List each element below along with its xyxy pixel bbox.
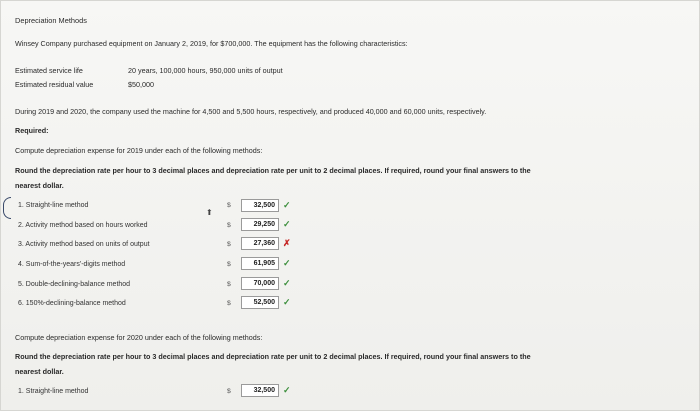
part1-row-label: 5. Double-declining-balance method bbox=[18, 281, 131, 288]
answer-input-2019-hours[interactable]: 29,250 bbox=[241, 218, 279, 231]
answer-input-2019-ddb[interactable]: 70,000 bbox=[241, 277, 279, 290]
answer-input-2020-straight-line[interactable]: 32,500 bbox=[241, 384, 279, 397]
part1-row-label: 3. Activity method based on units of output bbox=[18, 241, 150, 248]
part1-row-label: 2. Activity method based on hours worked bbox=[18, 222, 148, 229]
part1-row-label: 1. Straight-line method bbox=[18, 202, 89, 209]
answer-input-2019-straight-line[interactable]: 32,500 bbox=[241, 199, 279, 212]
check-icon: ✓ bbox=[283, 200, 291, 210]
check-icon: ✓ bbox=[283, 278, 291, 288]
currency-symbol: $ bbox=[227, 261, 231, 268]
answer-input-2019-units[interactable]: 27,360 bbox=[241, 237, 279, 250]
check-icon: ✓ bbox=[283, 385, 291, 395]
currency-symbol: $ bbox=[227, 202, 231, 209]
usage-text: During 2019 and 2020, the company used the machine for 4,500 and 5,500 hours, respectively, and produced 40,000 and 60,000 units, respectively. bbox=[15, 107, 487, 116]
currency-symbol: $ bbox=[227, 241, 231, 248]
check-icon: ✓ bbox=[283, 297, 291, 307]
char-label-residual: Estimated residual value bbox=[15, 80, 94, 89]
page-title: Depreciation Methods bbox=[15, 16, 87, 25]
cross-icon: ✗ bbox=[283, 238, 291, 248]
part2-instruction: Compute depreciation expense for 2020 under each of the following methods: bbox=[15, 333, 263, 342]
required-label: Required: bbox=[15, 126, 49, 135]
check-icon: ✓ bbox=[283, 219, 291, 229]
part1-instruction: Compute depreciation expense for 2019 under each of the following methods: bbox=[15, 146, 263, 155]
char-value-residual: $50,000 bbox=[128, 80, 154, 89]
answer-input-2019-syd[interactable]: 61,905 bbox=[241, 257, 279, 270]
currency-symbol: $ bbox=[227, 388, 231, 395]
currency-symbol: $ bbox=[227, 222, 231, 229]
part1-rounding-line2: nearest dollar. bbox=[15, 181, 64, 190]
currency-symbol: $ bbox=[227, 281, 231, 288]
intro-text: Winsey Company purchased equipment on January 2, 2019, for $700,000. The equipment has the following characteristics: bbox=[15, 39, 408, 48]
check-icon: ✓ bbox=[283, 258, 291, 268]
char-value-service-life: 20 years, 100,000 hours, 950,000 units of output bbox=[128, 66, 283, 75]
part1-row-label: 6. 150%-declining-balance method bbox=[18, 300, 126, 307]
char-label-service-life: Estimated service life bbox=[15, 66, 83, 75]
currency-symbol: $ bbox=[227, 300, 231, 307]
mouse-cursor-icon: ⬆ bbox=[206, 208, 213, 217]
part2-rounding-line2: nearest dollar. bbox=[15, 367, 64, 376]
part1-row-label: 4. Sum-of-the-years'-digits method bbox=[18, 261, 126, 268]
part2-rounding-line1: Round the depreciation rate per hour to 3 decimal places and depreciation rate per unit to 2 decimal places. If required, round your final answers to the bbox=[15, 352, 531, 361]
answer-input-2019-150db[interactable]: 52,500 bbox=[241, 296, 279, 309]
part2-row-label: 1. Straight-line method bbox=[18, 388, 89, 395]
part1-rounding-line1: Round the depreciation rate per hour to 3 decimal places and depreciation rate per unit to 2 decimal places. If required, round your final answers to the bbox=[15, 166, 531, 175]
question-bracket-indicator bbox=[3, 197, 11, 219]
